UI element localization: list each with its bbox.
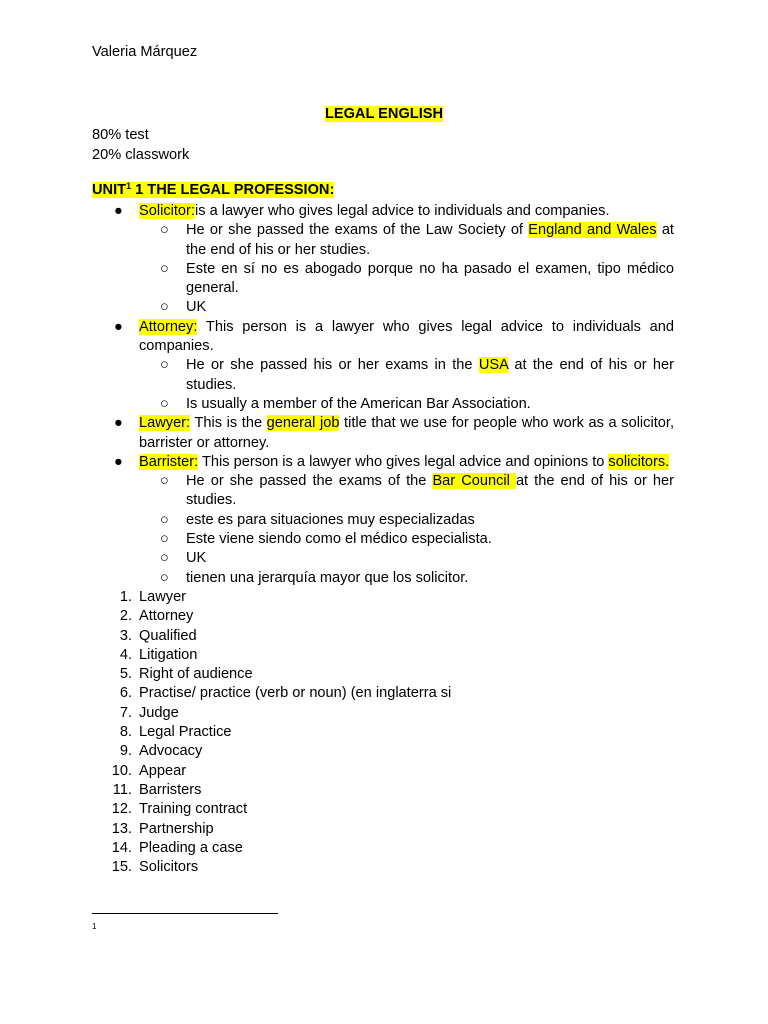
- sub-text: He or she passed his or her exams in the: [186, 357, 479, 374]
- sub-list-item: [160, 472, 674, 511]
- footnote-ref: 1: [126, 181, 132, 191]
- grading-classwork: 20% classwork: [92, 147, 190, 163]
- sub-text: tienen una jerarquía mayor que los solicitor.: [186, 569, 469, 586]
- vocab-term: Practise/ practice (verb or noun) (en inglaterra si: [139, 685, 452, 702]
- vocab-term: Partnership: [139, 820, 214, 837]
- circle-bullet-icon: ○: [160, 569, 169, 586]
- vocab-term: Training contract: [139, 801, 248, 818]
- vocab-term: Barristers: [139, 781, 202, 798]
- author-name: Valeria Márquez: [92, 44, 198, 60]
- vocab-term: Attorney: [139, 608, 194, 625]
- vocab-term: Litigation: [139, 646, 198, 663]
- sub-text: at the end of his or her studies.: [186, 473, 674, 509]
- item-number: 6.: [119, 685, 132, 702]
- highlight-text: USA: [478, 357, 509, 374]
- sub-text: He or she passed the exams of the: [186, 473, 433, 490]
- sub-text: He or she passed the exams of the Law Society of: [186, 222, 529, 239]
- unit-heading: [92, 182, 334, 198]
- item-number: 4.: [119, 646, 132, 663]
- sub-list-item: [160, 356, 675, 395]
- list-item: [114, 318, 674, 357]
- item-number: 15.: [111, 859, 132, 876]
- circle-bullet-icon: ○: [160, 550, 169, 567]
- sub-text: Is usually a member of the American Bar Association.: [186, 395, 531, 412]
- highlight-text: general job: [266, 415, 340, 432]
- vocab-item: [119, 607, 768, 626]
- item-number: 3.: [119, 627, 132, 644]
- highlight-text: Bar Council: [432, 473, 516, 490]
- vocab-item: [111, 839, 768, 858]
- vocab-item: [119, 627, 768, 646]
- title-text: LEGAL ENGLISH: [324, 106, 444, 122]
- item-number: 5.: [119, 666, 132, 683]
- item-number: 10.: [111, 762, 132, 779]
- item-number: 9.: [119, 743, 132, 760]
- sub-list-item: [160, 549, 674, 568]
- list-item: [114, 414, 674, 453]
- unit-title: 1 THE LEGAL PROFESSION:: [131, 182, 335, 198]
- vocab-term: Legal Practice: [139, 724, 232, 741]
- vocab-item: [119, 646, 768, 665]
- unit-label: UNIT: [92, 182, 127, 198]
- document-title: [0, 106, 768, 122]
- definition-text: This is the: [194, 415, 267, 432]
- vocab-item: [111, 820, 768, 839]
- vocab-term: Qualified: [139, 627, 197, 644]
- document-body: [0, 202, 768, 877]
- sub-text: Este en sí no es abogado porque no ha pasado el examen, tipo médico general.: [186, 260, 674, 297]
- list-item: [114, 453, 674, 472]
- sub-text: at the end of his or her studies.: [186, 357, 675, 393]
- vocab-item: [119, 723, 768, 742]
- vocab-term: Right of audience: [139, 666, 253, 683]
- sub-text: UK: [186, 299, 207, 316]
- vocabulary-list: [0, 588, 768, 877]
- vocab-item: [119, 742, 768, 761]
- circle-bullet-icon: ○: [160, 511, 169, 528]
- vocab-term: Lawyer: [139, 588, 187, 605]
- bullet-icon: ●: [114, 203, 123, 219]
- vocab-item: [119, 588, 768, 607]
- term-solicitor: Solicitor:: [139, 203, 195, 219]
- highlight-text: solicitors.: [608, 453, 670, 470]
- vocab-item: [119, 684, 768, 703]
- vocab-item: [119, 665, 768, 684]
- sub-list-item: [160, 395, 674, 414]
- highlight-text: England and Wales: [528, 222, 657, 239]
- grading-breakdown: [92, 125, 189, 165]
- item-number: 8.: [119, 724, 132, 741]
- term-lawyer: Lawyer:: [139, 415, 191, 432]
- definition-text: This person is a lawyer who gives legal advice and opinions to: [202, 453, 609, 470]
- term-barrister: Barrister:: [139, 453, 199, 470]
- list-item: [114, 202, 674, 221]
- circle-bullet-icon: ○: [160, 299, 169, 316]
- definition-text: This person is a lawyer who gives legal advice to individuals and companies.: [139, 318, 674, 355]
- item-number: 14.: [111, 839, 132, 856]
- vocab-item: [112, 781, 768, 800]
- definition-text: title that we use for people who work as a solicitor, barrister or attorney.: [139, 415, 674, 451]
- unit-heading-text: [92, 182, 334, 198]
- item-number: 13.: [111, 820, 132, 837]
- grading-test: 80% test: [92, 127, 149, 143]
- bullet-icon: ●: [114, 453, 123, 470]
- sub-list-item: [160, 298, 674, 317]
- vocab-term: Appear: [139, 762, 187, 779]
- vocab-item: [111, 762, 768, 781]
- circle-bullet-icon: ○: [160, 222, 169, 239]
- item-number: 1.: [119, 588, 132, 605]
- sub-text: este es para situaciones muy especializadas: [186, 511, 475, 528]
- circle-bullet-icon: ○: [160, 531, 169, 548]
- sub-text: at the end of his or her studies.: [186, 222, 674, 258]
- footnote-separator: [92, 913, 278, 914]
- circle-bullet-icon: ○: [160, 473, 169, 490]
- vocab-item: [111, 858, 768, 877]
- vocab-item: [111, 800, 768, 819]
- sub-list-item: [160, 511, 674, 530]
- sub-text: Este viene siendo como el médico especialista.: [186, 531, 492, 548]
- vocab-term: Solicitors: [139, 859, 199, 876]
- footnote: 1: [92, 922, 97, 931]
- definition-text: is a lawyer who gives legal advice to individuals and companies.: [194, 203, 610, 219]
- sub-list-item: [160, 260, 674, 299]
- bullet-icon: ●: [114, 318, 123, 335]
- vocab-term: Pleading a case: [139, 839, 243, 856]
- sub-list-item: [160, 530, 674, 549]
- bullet-icon: ●: [114, 415, 123, 432]
- vocab-term: Advocacy: [139, 743, 203, 760]
- sub-list-item: [160, 569, 674, 588]
- circle-bullet-icon: ○: [160, 357, 169, 374]
- sub-text: UK: [186, 550, 207, 567]
- vocab-item: [119, 704, 768, 723]
- vocab-term: Judge: [139, 704, 179, 721]
- item-number: 12.: [111, 801, 132, 818]
- circle-bullet-icon: ○: [160, 395, 169, 412]
- sub-list-item: [160, 221, 674, 260]
- term-attorney: Attorney:: [139, 318, 198, 335]
- item-number: 11.: [112, 781, 132, 798]
- item-number: 7.: [119, 704, 132, 721]
- circle-bullet-icon: ○: [160, 260, 169, 277]
- item-number: 2.: [119, 608, 132, 625]
